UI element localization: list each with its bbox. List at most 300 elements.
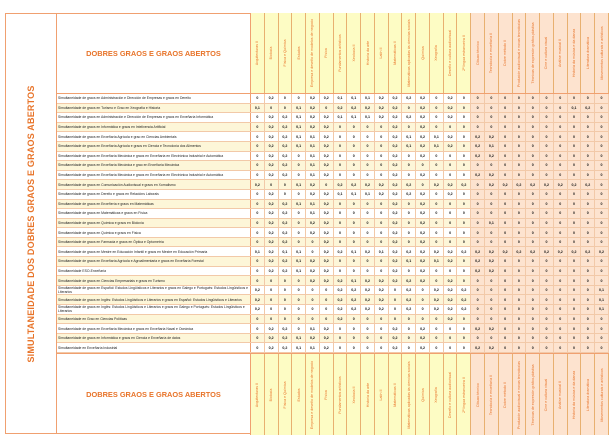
table-cell: 0 bbox=[513, 171, 527, 180]
table-cell: 0 bbox=[485, 295, 499, 304]
table-cell: 0,2 bbox=[389, 94, 403, 103]
column-header-label: Química bbox=[420, 46, 425, 60]
table-cell: 0 bbox=[595, 315, 609, 324]
table-cell: 0 bbox=[568, 238, 582, 247]
row-label: Simultaneidade de graos en Informática e graos en Ciencia e Enxeñaría de datos bbox=[57, 334, 251, 343]
table-cell: 0 bbox=[471, 190, 485, 199]
table-cell: 0,2 bbox=[279, 257, 293, 266]
table-cell: 0 bbox=[375, 315, 389, 324]
table-cell: 0,2 bbox=[416, 247, 430, 256]
table-cell: 0 bbox=[540, 267, 554, 276]
column-header bbox=[292, 354, 306, 435]
table-cell: 0,2 bbox=[320, 247, 334, 256]
table-cell: 0 bbox=[251, 228, 265, 237]
table-cell: 0 bbox=[457, 171, 471, 180]
table-cell: 0,2 bbox=[306, 94, 320, 103]
table-cell: 0,2 bbox=[320, 161, 334, 170]
table-cell: 0,2 bbox=[265, 152, 279, 161]
table-cell: 0,2 bbox=[389, 104, 403, 113]
table-body bbox=[57, 94, 609, 353]
table-cell: 0 bbox=[444, 334, 458, 343]
table-cell: 0,2 bbox=[485, 267, 499, 276]
table-cell: 0 bbox=[347, 152, 361, 161]
table-row bbox=[57, 238, 609, 248]
table-cell: 0 bbox=[265, 295, 279, 304]
table-cell: 0 bbox=[361, 142, 375, 151]
column-header-label: Cine e cultura visual bbox=[544, 378, 549, 411]
table-cell: 0 bbox=[595, 334, 609, 343]
table-cell: 0 bbox=[320, 180, 334, 189]
table-cell: 0 bbox=[402, 123, 416, 132]
table-cell: 0,2 bbox=[389, 180, 403, 189]
table-cell: 0 bbox=[526, 238, 540, 247]
table-cell: 0 bbox=[251, 209, 265, 218]
table-cell: 0 bbox=[540, 113, 554, 122]
table-cell: 0,2 bbox=[265, 171, 279, 180]
column-header-label: Cine e cultura visual bbox=[544, 36, 549, 70]
table-cell: 0 bbox=[471, 104, 485, 113]
table-cell: 0 bbox=[526, 295, 540, 304]
table-cell: 0,1 bbox=[347, 190, 361, 199]
table-cell: 0,2 bbox=[375, 295, 389, 304]
table-cell: 0 bbox=[334, 132, 348, 141]
table-cell: 0 bbox=[375, 209, 389, 218]
table-cell: 0,2 bbox=[513, 180, 527, 189]
table-cell: 0 bbox=[568, 343, 582, 352]
table-cell: 0 bbox=[361, 200, 375, 209]
table-cell: 0 bbox=[485, 94, 499, 103]
table-cell: 0,1 bbox=[292, 343, 306, 352]
table-cell: 0 bbox=[457, 200, 471, 209]
table-cell: 0 bbox=[581, 142, 595, 151]
table-cell: 0,2 bbox=[402, 190, 416, 199]
table-cell: 0,2 bbox=[375, 94, 389, 103]
table-cell: 0,2 bbox=[402, 276, 416, 285]
top-header-columns bbox=[251, 13, 609, 93]
table-cell: 0 bbox=[292, 286, 306, 295]
table-cell: 0 bbox=[568, 161, 582, 170]
table-cell: 0,2 bbox=[279, 209, 293, 218]
table-cell: 0 bbox=[457, 104, 471, 113]
table-cell: 0 bbox=[471, 334, 485, 343]
column-header bbox=[457, 13, 471, 93]
column-header-label: Historia da música e da danza bbox=[571, 28, 576, 78]
table-cell: 0 bbox=[485, 276, 499, 285]
top-header bbox=[57, 13, 609, 94]
table-cell: 0 bbox=[375, 161, 389, 170]
table-cell: 0 bbox=[485, 305, 499, 314]
table-cell: 0,2 bbox=[471, 343, 485, 352]
table-cell: 0 bbox=[251, 238, 265, 247]
row-label: Simultaneidade de graos en Química e graos en Bioloxía bbox=[57, 219, 251, 228]
table-row bbox=[57, 343, 609, 353]
table-cell: 0,2 bbox=[320, 200, 334, 209]
table-cell: 0,2 bbox=[265, 190, 279, 199]
column-header bbox=[581, 354, 595, 435]
table-cell: 0,2 bbox=[320, 142, 334, 151]
table-cell: 0 bbox=[471, 113, 485, 122]
table-cell: 0,2 bbox=[526, 247, 540, 256]
table-cell: 0,2 bbox=[595, 247, 609, 256]
table-cell: 0 bbox=[471, 238, 485, 247]
table-cell: 0 bbox=[457, 132, 471, 141]
table-cell: 0,2 bbox=[320, 238, 334, 247]
column-header-label: Fundamentos artísticos bbox=[337, 34, 342, 72]
row-label: Simultaneidade de graos en Matemáticas e graos en Física bbox=[57, 209, 251, 218]
table-cell: 0,2 bbox=[416, 104, 430, 113]
table-cell: 0 bbox=[471, 219, 485, 228]
row-label: Simultaneidade de graos en Inglés: Estudos Lingüísticos e Literarios e graos en Español: Estudos Lingüísticos e Literarios bbox=[57, 295, 251, 304]
table-cell: 0 bbox=[540, 228, 554, 237]
table-cell: 0,2 bbox=[581, 104, 595, 113]
table-cell: 0 bbox=[526, 286, 540, 295]
table-cell: 0 bbox=[251, 200, 265, 209]
table-cell: 0,1 bbox=[306, 343, 320, 352]
table-cell: 0,1 bbox=[292, 200, 306, 209]
table-cell: 0 bbox=[457, 113, 471, 122]
table-cell: 0 bbox=[581, 200, 595, 209]
table-cell: 0 bbox=[554, 113, 568, 122]
table-cell: 0 bbox=[457, 324, 471, 333]
table-cell: 0,1 bbox=[292, 132, 306, 141]
table-cell: 0,1 bbox=[306, 132, 320, 141]
table-cell: 0,2 bbox=[375, 286, 389, 295]
column-header-label: Técnicas de expresión gráfico-plástica bbox=[530, 363, 535, 426]
table-cell: 0 bbox=[513, 104, 527, 113]
table-cell: 0 bbox=[499, 200, 513, 209]
table-cell: 0 bbox=[554, 305, 568, 314]
column-header bbox=[265, 354, 279, 435]
table-cell: 0 bbox=[554, 315, 568, 324]
table-cell: 0 bbox=[279, 94, 293, 103]
table-cell: 0,1 bbox=[334, 94, 348, 103]
table-cell: 0,1 bbox=[595, 286, 609, 295]
table-cell: 0 bbox=[430, 200, 444, 209]
table-cell: 0 bbox=[595, 113, 609, 122]
table-cell: 0,2 bbox=[306, 190, 320, 199]
table-cell: 0 bbox=[595, 200, 609, 209]
table-cell: 0 bbox=[554, 276, 568, 285]
table-cell: 0,2 bbox=[471, 324, 485, 333]
table-cell: 0,2 bbox=[347, 295, 361, 304]
table-cell: 0 bbox=[265, 104, 279, 113]
table-cell: 0,2 bbox=[265, 200, 279, 209]
table-cell: 0 bbox=[595, 104, 609, 113]
column-header-label: Matemáticas aplicadas ás ciencias sociais bbox=[406, 19, 411, 87]
table-cell: 0 bbox=[361, 334, 375, 343]
table-cell: 0 bbox=[526, 219, 540, 228]
column-header-label: Dibuxo técnico bbox=[475, 382, 480, 407]
table-cell: 0,2 bbox=[416, 343, 430, 352]
table-cell: 0 bbox=[499, 324, 513, 333]
column-header-label: Física e Química bbox=[282, 39, 287, 67]
table-cell: 0,2 bbox=[444, 180, 458, 189]
table-cell: 0,2 bbox=[471, 132, 485, 141]
table-cell: 0 bbox=[402, 324, 416, 333]
table-cell: 0,1 bbox=[430, 257, 444, 266]
table-cell: 0 bbox=[581, 161, 595, 170]
table-cell: 0,2 bbox=[320, 209, 334, 218]
table-cell: 0 bbox=[334, 123, 348, 132]
row-label: Simultaneidade de graos en Mestre en Educación Infantil e graos en Mestre en Educación Primaria bbox=[57, 247, 251, 256]
table-cell: 0 bbox=[540, 132, 554, 141]
table-cell: 0,1 bbox=[306, 142, 320, 151]
table-cell: 0 bbox=[499, 267, 513, 276]
table-cell: 0 bbox=[540, 209, 554, 218]
column-header-label: Física bbox=[324, 48, 329, 58]
column-header-label: Historia da música e da danza bbox=[571, 370, 576, 419]
table-cell: 0,1 bbox=[292, 113, 306, 122]
table-cell: 0 bbox=[581, 228, 595, 237]
table-cell: 0 bbox=[265, 180, 279, 189]
row-label: Simultaneidade de graos en Farmacia e graos en Óptica e Optometría bbox=[57, 238, 251, 247]
table-cell: 0 bbox=[554, 200, 568, 209]
table-cell: 0 bbox=[444, 200, 458, 209]
table-cell: 0,1 bbox=[292, 334, 306, 343]
column-header-label: Tecnoloxía e enxeñaría II bbox=[489, 374, 494, 415]
table-cell: 0,2 bbox=[430, 247, 444, 256]
table-cell: 0,2 bbox=[444, 142, 458, 151]
column-header bbox=[444, 13, 458, 93]
table-cell: 0,2 bbox=[471, 257, 485, 266]
column-header bbox=[375, 13, 389, 93]
table-cell: 0 bbox=[485, 161, 499, 170]
column-header bbox=[347, 13, 361, 93]
table-cell: 0 bbox=[595, 343, 609, 352]
table-cell: 0 bbox=[361, 238, 375, 247]
table-cell: 0,2 bbox=[416, 219, 430, 228]
column-header bbox=[444, 354, 458, 435]
table-cell: 0 bbox=[471, 123, 485, 132]
table-cell: 0 bbox=[554, 171, 568, 180]
column-header bbox=[513, 354, 527, 435]
table-cell: 0,2 bbox=[389, 113, 403, 122]
table-cell: 0,1 bbox=[402, 257, 416, 266]
column-header bbox=[554, 13, 568, 93]
table-cell: 0,2 bbox=[279, 152, 293, 161]
table-cell: 0,2 bbox=[320, 219, 334, 228]
column-header bbox=[347, 354, 361, 435]
table-cell: 0,2 bbox=[416, 113, 430, 122]
table-cell: 0 bbox=[540, 343, 554, 352]
table-cell: 0,2 bbox=[389, 324, 403, 333]
table-cell: 0 bbox=[540, 219, 554, 228]
table-cell: 0 bbox=[334, 209, 348, 218]
table-cell: 0 bbox=[457, 276, 471, 285]
table-cell: 0 bbox=[402, 267, 416, 276]
column-header bbox=[499, 13, 513, 93]
table-cell: 0 bbox=[499, 142, 513, 151]
column-header-label: Matemáticas II bbox=[393, 382, 398, 407]
table-cell: 0 bbox=[513, 132, 527, 141]
table-cell: 0,2 bbox=[416, 190, 430, 199]
table-cell: 0,2 bbox=[279, 343, 293, 352]
table-cell: 0 bbox=[347, 238, 361, 247]
table-cell: 0,1 bbox=[306, 209, 320, 218]
table-cell: 0 bbox=[457, 267, 471, 276]
column-header-label: Bioloxía bbox=[269, 46, 274, 60]
table-cell: 0 bbox=[347, 142, 361, 151]
table-cell: 0 bbox=[430, 209, 444, 218]
table-cell: 0 bbox=[595, 219, 609, 228]
table-cell: 0 bbox=[540, 295, 554, 304]
table-cell: 0 bbox=[554, 267, 568, 276]
table-cell: 0 bbox=[292, 219, 306, 228]
row-label: Simultaneidade de graos en Ciencias Empresariais e graos en Turismo bbox=[57, 276, 251, 285]
table-cell: 0,2 bbox=[265, 123, 279, 132]
table-cell: 0,2 bbox=[499, 247, 513, 256]
table-cell: 0 bbox=[540, 123, 554, 132]
table-cell: 0 bbox=[526, 276, 540, 285]
table-cell: 0,2 bbox=[416, 257, 430, 266]
table-cell: 0 bbox=[347, 161, 361, 170]
table-cell: 0,2 bbox=[334, 276, 348, 285]
table-cell: 0 bbox=[526, 190, 540, 199]
table-cell: 0 bbox=[526, 123, 540, 132]
table-cell: 0 bbox=[430, 161, 444, 170]
table-cell: 0 bbox=[292, 295, 306, 304]
table-cell: 0,2 bbox=[416, 200, 430, 209]
table-cell: 0 bbox=[375, 257, 389, 266]
table-cell: 0,2 bbox=[306, 276, 320, 285]
table-cell: 0,1 bbox=[347, 276, 361, 285]
table-cell: 0 bbox=[581, 171, 595, 180]
table-cell: 0 bbox=[526, 315, 540, 324]
table-cell: 0,2 bbox=[265, 257, 279, 266]
table-cell: 0 bbox=[347, 324, 361, 333]
table-cell: 0 bbox=[485, 113, 499, 122]
table-cell: 0,2 bbox=[416, 228, 430, 237]
table-cell: 0 bbox=[457, 161, 471, 170]
table-cell: 0 bbox=[513, 286, 527, 295]
table-cell: 0,2 bbox=[389, 343, 403, 352]
table-cell: 0 bbox=[347, 267, 361, 276]
table-cell: 0 bbox=[581, 209, 595, 218]
table-cell: 0 bbox=[320, 305, 334, 314]
table-cell: 0,2 bbox=[430, 180, 444, 189]
table-cell: 0,2 bbox=[526, 180, 540, 189]
table-cell: 0 bbox=[595, 267, 609, 276]
table-cell: 0 bbox=[485, 286, 499, 295]
table-cell: 0 bbox=[581, 113, 595, 122]
table-cell: 0 bbox=[251, 334, 265, 343]
bottom-header-title: DOBRES GRAOS E GRAOS ABERTOS bbox=[57, 354, 251, 435]
table-cell: 0 bbox=[402, 219, 416, 228]
table-cell: 0 bbox=[430, 190, 444, 199]
table-cell: 0 bbox=[389, 305, 403, 314]
table-cell: 0 bbox=[595, 190, 609, 199]
table-cell: 0 bbox=[581, 315, 595, 324]
table-cell: 0 bbox=[292, 161, 306, 170]
table-cell: 0 bbox=[334, 238, 348, 247]
table-cell: 0,2 bbox=[444, 315, 458, 324]
column-header bbox=[568, 13, 582, 93]
table-cell: 0 bbox=[334, 324, 348, 333]
table-cell: 0 bbox=[513, 152, 527, 161]
table-cell: 0 bbox=[292, 305, 306, 314]
table-cell: 0,1 bbox=[334, 113, 348, 122]
table-cell: 0 bbox=[375, 238, 389, 247]
table-cell: 0 bbox=[292, 152, 306, 161]
table-cell: 0 bbox=[347, 343, 361, 352]
column-header-label: Estudos bbox=[296, 388, 301, 401]
table-cell: 0,1 bbox=[361, 94, 375, 103]
table-cell: 0 bbox=[471, 94, 485, 103]
table-cell: 0 bbox=[581, 238, 595, 247]
row-label: Simultaneidade de graos en Inglés: Estudos Lingüísticos e Literarios e graos en Galego e Portugués: Estudos Lingüísticos e Literarios bbox=[57, 305, 251, 314]
table-cell: 0,2 bbox=[334, 286, 348, 295]
table-cell: 0 bbox=[320, 286, 334, 295]
table-cell: 0,2 bbox=[444, 276, 458, 285]
row-label: Simultaneidade de graos en Enxeñería e graos en Matemáticas bbox=[57, 200, 251, 209]
table-cell: 0,2 bbox=[554, 247, 568, 256]
table-cell: 0 bbox=[457, 238, 471, 247]
table-cell: 0,2 bbox=[457, 305, 471, 314]
column-header-label: Fundamentos artísticos bbox=[337, 375, 342, 414]
table-cell: 0 bbox=[402, 334, 416, 343]
table-cell: 0 bbox=[334, 267, 348, 276]
table-cell: 0 bbox=[499, 209, 513, 218]
row-label: Simultaneidade en Grao en Ciencias Políticas bbox=[57, 315, 251, 324]
table-cell: 0 bbox=[540, 142, 554, 151]
table-cell: 0 bbox=[375, 324, 389, 333]
table-row bbox=[57, 209, 609, 219]
table-cell: 0,2 bbox=[485, 257, 499, 266]
table-cell: 0,1 bbox=[292, 257, 306, 266]
table-cell: 0 bbox=[347, 219, 361, 228]
table-cell: 0,2 bbox=[389, 209, 403, 218]
table-cell: 0 bbox=[526, 200, 540, 209]
table-cell: 0 bbox=[568, 171, 582, 180]
column-header-label: Produción audiovisual e novas tecnoloxías bbox=[516, 360, 521, 429]
table-row bbox=[57, 113, 609, 123]
table-cell: 0 bbox=[292, 190, 306, 199]
table-cell: 0 bbox=[513, 200, 527, 209]
table-cell: 0 bbox=[568, 209, 582, 218]
table-cell: 0,1 bbox=[306, 161, 320, 170]
table-cell: 0 bbox=[457, 315, 471, 324]
row-label: Simultaneidade de graos en Turismo e Grao en Xeografía e Historia bbox=[57, 104, 251, 113]
left-vertical-title bbox=[5, 13, 57, 434]
table-cell: 0 bbox=[251, 315, 265, 324]
table-cell: 0,2 bbox=[471, 152, 485, 161]
table-cell: 0 bbox=[513, 94, 527, 103]
table-row bbox=[57, 228, 609, 238]
table-cell: 0 bbox=[361, 219, 375, 228]
table-cell: 0,2 bbox=[361, 286, 375, 295]
table-row bbox=[57, 132, 609, 142]
table-cell: 0,1 bbox=[485, 142, 499, 151]
table-cell: 0,2 bbox=[320, 343, 334, 352]
table-cell: 0,2 bbox=[485, 152, 499, 161]
table-cell: 0 bbox=[361, 267, 375, 276]
table-cell: 0,2 bbox=[320, 228, 334, 237]
table-cell: 0 bbox=[554, 142, 568, 151]
table-cell: 0 bbox=[251, 257, 265, 266]
table-cell: 0 bbox=[568, 94, 582, 103]
table-cell: 0,2 bbox=[485, 132, 499, 141]
table-cell: 0 bbox=[540, 152, 554, 161]
table-cell: 0 bbox=[251, 152, 265, 161]
row-label: Simultaneidade de graos en Español: Estudos Lingüísticos e Literarios e graos en Galego e Portugués: Estudos Lingüísticos e Literarios bbox=[57, 286, 251, 295]
table-cell: 0 bbox=[595, 180, 609, 189]
table-cell: 0 bbox=[251, 276, 265, 285]
table-cell: 0,2 bbox=[265, 132, 279, 141]
table-cell: 0 bbox=[375, 334, 389, 343]
table-cell: 0,2 bbox=[375, 104, 389, 113]
table-cell: 0 bbox=[581, 343, 595, 352]
table-cell: 0 bbox=[251, 94, 265, 103]
